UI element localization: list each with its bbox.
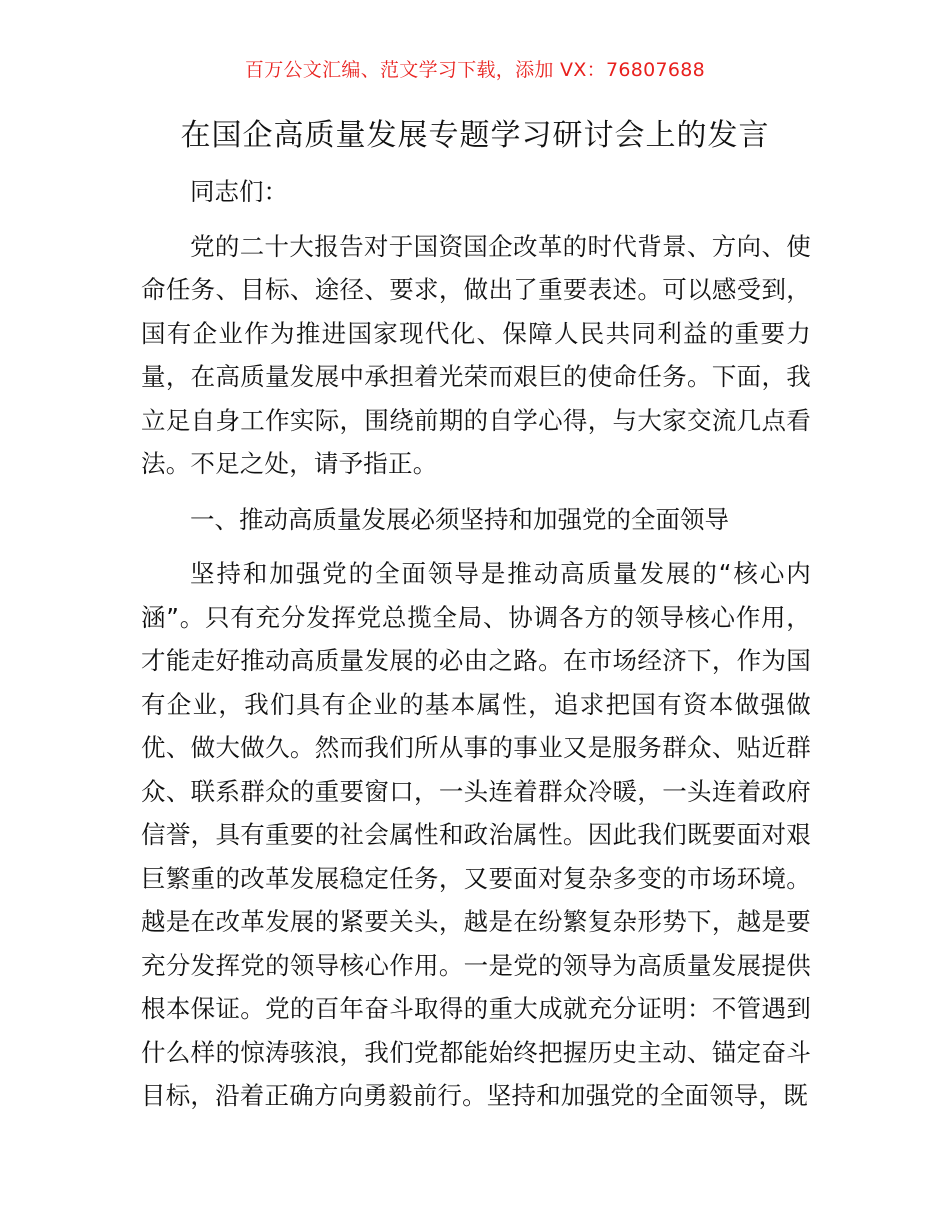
document-body <box>141 170 811 1118</box>
paragraph-section-1: 坚持和加强党的全面领导是推动高质量发展的“核心内涵”。只有充分发挥党总揽全局、协调各方的领导核心作用，才能走好推动高质量发展的必由之路。在市场经济下，作为国有企业，我们具有企业的基本属性，追求把国有资本做强做优、做大做久。然而我们所从事的事业又是服务群众、贴近群众、联系群众的重要窗口，一头连着群众冷暖，一头连着政府信誉，具有重要的社会属性和政治属性。因此我们既要面对艰巨繁重的改革发展稳定任务，又要面对复杂多变的市场环境。越是在改革发展的紧要关头，越是在纷繁复杂形势下，越是要充分发挥党的领导核心作用。一是党的领导为高质量发展提供根本保证。党的百年奋斗取得的重大成就充分证明：不管遇到什么样的惊涛骇浪，我们党都能始终把握历史主动、锚定奋斗目标，沿着正确方向勇毅前行。坚持和加强党的全面领导，既 <box>141 559 811 1110</box>
section-heading-1: 一、推动高质量发展必须坚持和加强党的全面领导 <box>190 504 729 534</box>
watermark-banner: 百万公文汇编、范文学习下载，添加 VX：76807688 <box>244 59 706 81</box>
page-title: 在国企高质量发展专题学习研讨会上的发言 <box>180 118 770 153</box>
salutation: 同志们： <box>190 177 288 206</box>
paragraph-intro: 党的二十大报告对于国资国企改革的时代背景、方向、使命任务、目标、途径、要求，做出了重要表述。可以感受到，国有企业作为推进国家现代化、保障人民共同利益的重要力量，在高质量发展中承担着光荣而艰巨的使命任务。下面，我立足自身工作实际，围绕前期的自学心得，与大家交流几点看法。不足之处，请予指正。 <box>141 231 811 478</box>
